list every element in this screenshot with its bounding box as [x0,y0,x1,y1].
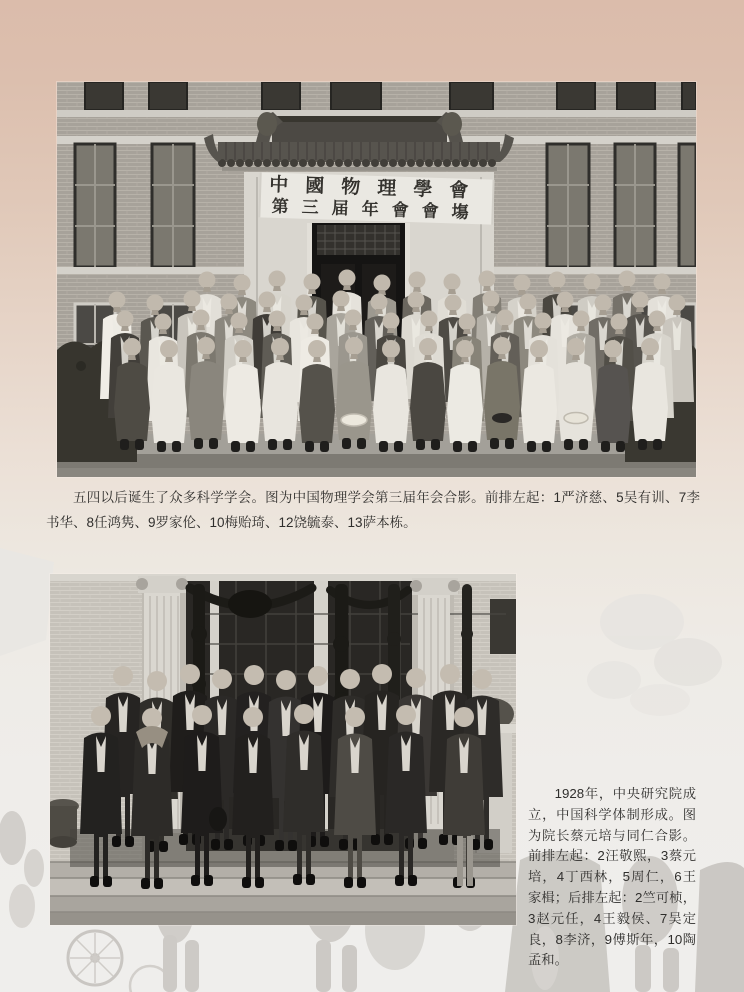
caption-academia-sinica [528,784,696,971]
caption-physics-society-text: 五四以后诞生了众多科学学会。图为中国物理学会第三届年会合影。前排左起：1严济慈、5吴有训、7李书华、8任鸿隽、9罗家伦、10梅贻琦、12饶毓泰、13萨本栋。 [46,490,700,530]
bowler-hat [209,807,227,831]
photo-physics-society-scene [57,82,696,477]
watermark-wheel [68,931,170,992]
caption-physics-society [46,486,700,535]
photo2-steps [50,862,516,925]
banner-line2: 第三届年會會塲 [271,196,482,223]
photo1-banner [259,172,493,224]
straw-hat-2 [564,413,588,424]
straw-hat [341,414,367,426]
photo-academia-sinica-founding [50,574,516,925]
watermark-small-figures [0,811,44,928]
light-trousers-2 [467,836,473,886]
photo-academia-sinica-scene [50,574,516,925]
watermark-left-polygon [0,548,54,656]
dark-hat [492,413,512,423]
photo2-right-window [490,599,516,654]
caption-academia-sinica-text: 1928年，中央研究院成立，中国科学体制形成。图为院长蔡元培与同仁合影。前排左起：2汪敬熙，3蔡元培，4丁西林，5周仁，6王家楫；后排左起：2竺可桢，3赵元任，4王毅侯、7吴定良，8李济，9傅斯年，10陶孟和。 [528,786,696,968]
photo1-foreground-pavement [57,468,696,477]
photo-physics-society-meeting [57,82,696,477]
watermark-foliage [587,594,722,716]
light-trousers [457,836,463,886]
banner-line1: 中國物理學會 [269,174,486,203]
